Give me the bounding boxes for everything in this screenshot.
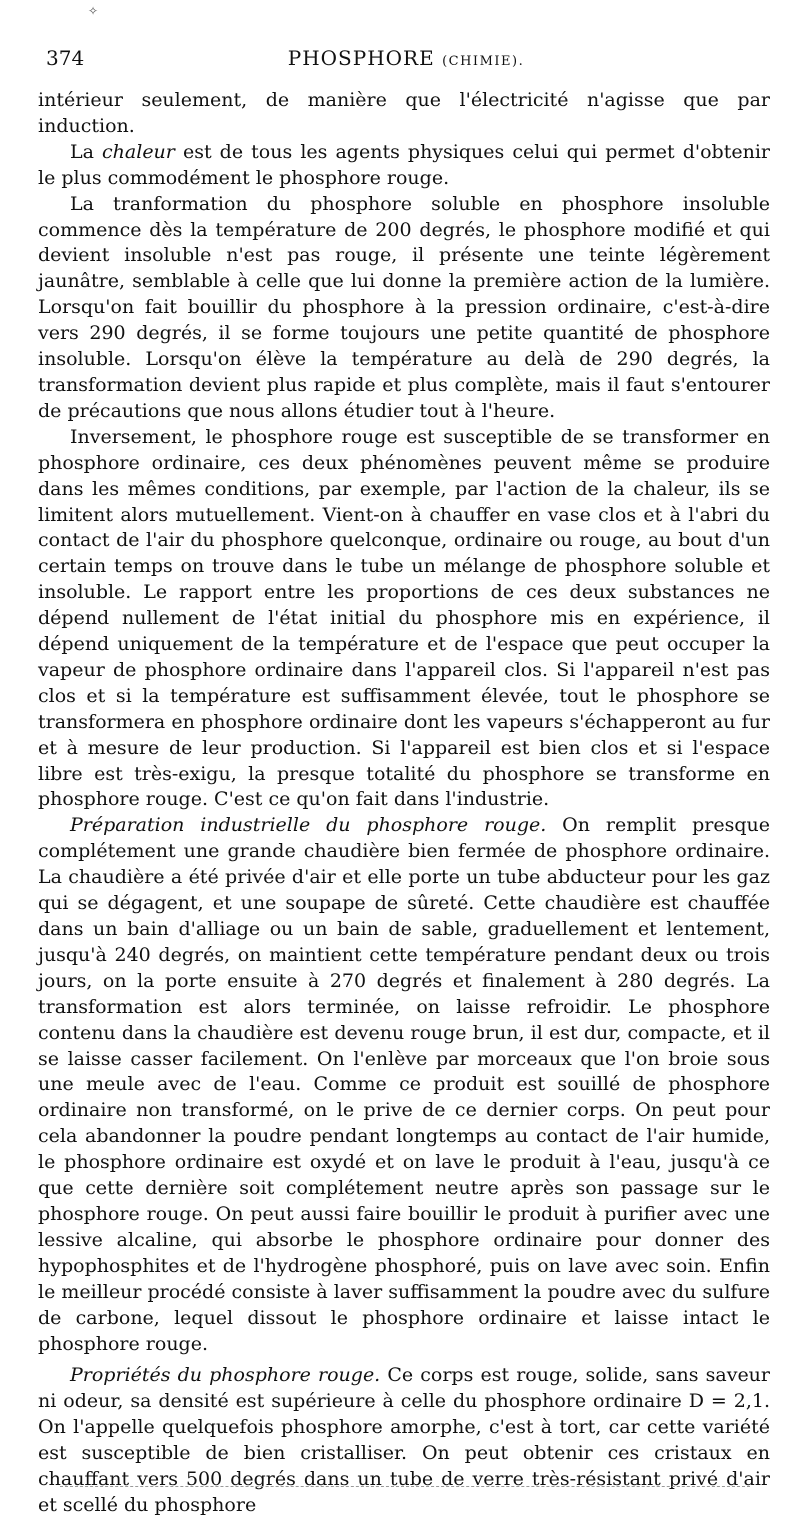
title-subtitle: (CHIMIE).: [442, 54, 525, 69]
title-main: PHOSPHORE: [287, 46, 435, 70]
footer-rule: [60, 1486, 750, 1487]
section-heading: Préparation industrielle du phosphore rouge.: [70, 814, 547, 837]
running-title: [46, 46, 766, 70]
paragraph-text: est de tous les agents physiques celui qui permet d'obtenir le plus commodément le phosphore rouge.: [38, 140, 770, 189]
paragraph-transformation: [38, 192, 770, 425]
page-number: 374: [46, 46, 85, 70]
paragraph-text: intérieur seulement, de manière que l'électricité n'agisse que par induction.: [38, 89, 770, 137]
paragraph-preparation: [38, 813, 770, 1357]
paragraph-text: La tranformation du phosphore soluble en phosphore insoluble commence dès la température de 200 degrés, le phosphore modifié et qui devient insoluble n'est pas rouge, il présente une teinte légèrement jaunâtre, semblable à celle que lui donne la première action de la lumière. Lorsqu'on fait bouillir du phosphore à la pression ordinaire, c'est-à-dire vers 290 degrés, il se forme toujours une petite quantité de phosphore insoluble. Lorsqu'on élève la température au delà de 290 degrés, la transformation devient plus rapide et plus complète, mais il faut s'entourer de précautions que nous allons étudier tout à l'heure.: [38, 192, 770, 422]
paragraph-text: Inversement, le phosphore rouge est susceptible de se transformer en phosphore ordinaire, ces deux phénomènes peuvent même se produire dans les mêmes conditions, par exemple, par l'action de la chaleur, ils se limitent alors mutuellement. Vient-on à chauffer en vase clos et à l'abri du contact de l'air du phosphore quelconque, ordinaire ou rouge, au bout d'un certain temps on trouve dans le tube un mélange de phosphore soluble et insoluble. Le rapport entre les proportions de ces deux substances ne dépend nullement de l'état initial du phosphore mis en expérience, il dépend uniquement de la température et de l'espace que peut occuper la vapeur de phosphore ordinaire dans l'appareil clos. Si l'appareil n'est pas clos et si la température est suffisamment élevée, tout le phosphore se transformera en phosphore ordinaire dont les vapeurs s'échapperont au fur et à mesure de leur production. Si l'appareil est bien clos et si l'espace libre est très-exigu, la presque totalité du phosphore se transforme en phosphore rouge. C'est ce qu'on fait dans l'industrie.: [38, 425, 770, 811]
paragraph-continued: [38, 88, 770, 140]
italic-term: chaleur: [102, 140, 175, 163]
paragraph-text: On remplit presque complétement une grande chaudière bien fermée de phosphore ordinaire. La chaudière a été privée d'air et elle porte un tube abducteur pour les gaz qui se dégagent, et une soupape de sûreté. Cette chaudière est chauffée dans un bain d'alliage ou un bain de sable, graduellement et lentement, jusqu'à 240 degrés, on maintient cette température pendant deux ou trois jours, on la porte ensuite à 270 degrés et finalement à 280 degrés. La transformation est alors terminée, on laisse refroidir. Le phosphore contenu dans la chaudière est devenu rouge brun, il est dur, compacte, et il se laisse casser facilement. On l'enlève par morceaux que l'on broie sous une meule avec de l'eau. Comme ce produit est souillé de phosphore ordinaire non transformé, on le prive de ce dernier corps. On peut pour cela abandonner la poudre pendant longtemps au contact de l'air humide, le phosphore ordinaire est oxydé et on lave le produit à l'eau, jusqu'à ce que cette dernière soit complétement neutre après son passage sur le phosphore rouge. On peut aussi faire bouillir le produit à purifier avec une lessive alcaline, qui absorbe le phosphore ordinaire pour donner des hypophosphites et de l'hydrogène phosphoré, puis on lave avec soin. Enfin le meilleur procédé consiste à laver suffisamment la poudre avec du sulfure de carbone, lequel dissout le phosphore ordinaire et laisse intact le phosphore rouge.: [38, 814, 770, 1355]
section-heading: Propriétés du phosphore rouge.: [70, 1364, 381, 1387]
paragraph-inversement: [38, 425, 770, 814]
main-text: [38, 88, 770, 1519]
ornament-mark: ✧: [88, 4, 99, 18]
paragraph-pre: La: [70, 140, 103, 163]
paragraph-chaleur: [38, 140, 770, 192]
running-header: [46, 46, 766, 76]
paragraph-text: Ce corps est rouge, solide, sans saveur ni odeur, sa densité est supérieure à celle du phosphore ordinaire D = 2,1. On l'appelle quelquefois phosphore amorphe, c'est à tort, car cette variété est susceptible de bien cristalliser. On peut obtenir ces cristaux en chauffant vers 500 degrés dans un tube de verre très-résistant privé d'air et scellé du phosphore: [38, 1364, 771, 1516]
paragraph-proprietes: [38, 1363, 770, 1518]
